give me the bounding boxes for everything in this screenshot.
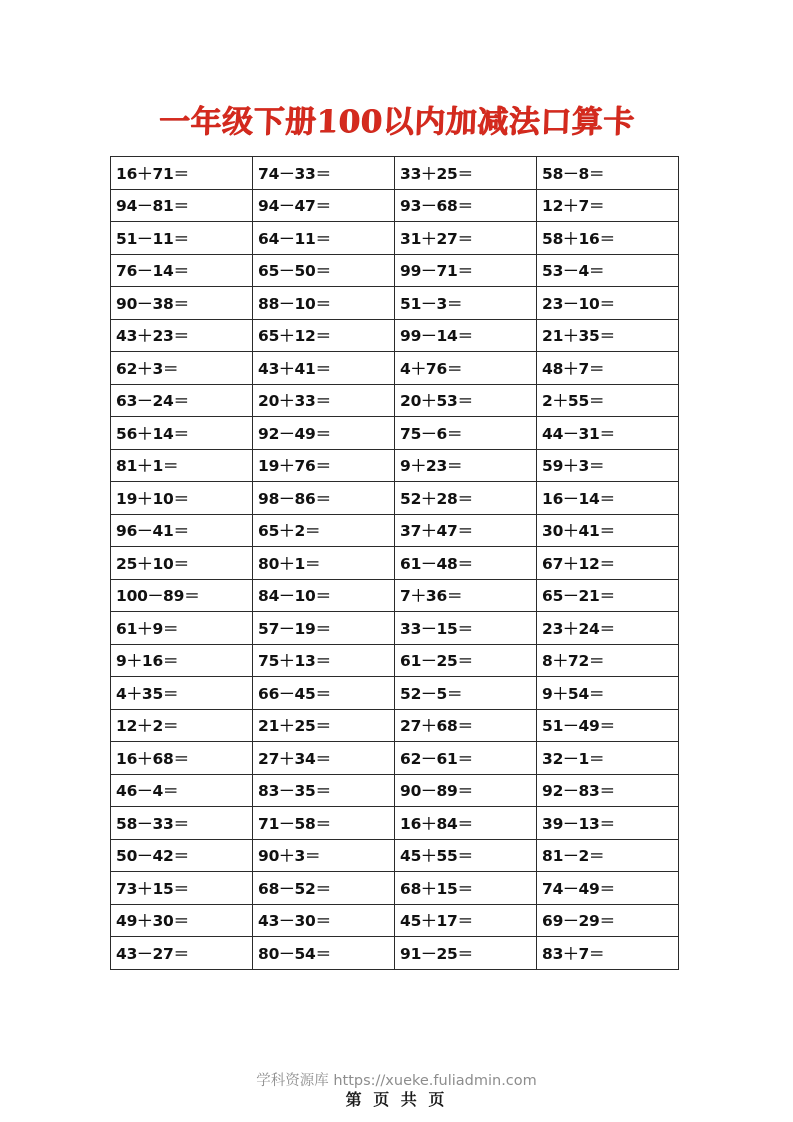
table-row	[111, 384, 679, 417]
problem-cell[interactable]: 30＋41＝	[537, 514, 679, 547]
table-row	[111, 904, 679, 937]
problem-cell[interactable]: 83－35＝	[253, 774, 395, 807]
problem-cell[interactable]: 37＋47＝	[395, 514, 537, 547]
page-title-container	[0, 83, 793, 162]
problem-cell[interactable]: 84－10＝	[253, 579, 395, 612]
problem-cell[interactable]: 51－3＝	[395, 287, 537, 320]
problem-cell[interactable]: 45＋55＝	[395, 839, 537, 872]
problems-table-body	[111, 157, 679, 970]
table-row	[111, 189, 679, 222]
problem-cell[interactable]: 43＋23＝	[111, 319, 253, 352]
problem-cell[interactable]: 21＋25＝	[253, 709, 395, 742]
table-row	[111, 352, 679, 385]
problem-cell[interactable]: 66－45＝	[253, 677, 395, 710]
problem-cell[interactable]: 9＋23＝	[395, 449, 537, 482]
problem-cell[interactable]: 69－29＝	[537, 904, 679, 937]
problem-cell[interactable]: 81＋1＝	[111, 449, 253, 482]
problem-cell[interactable]: 16＋71＝	[111, 157, 253, 190]
problem-cell[interactable]: 31＋27＝	[395, 222, 537, 255]
problem-cell[interactable]: 23－10＝	[537, 287, 679, 320]
table-row	[111, 254, 679, 287]
problem-cell[interactable]: 46－4＝	[111, 774, 253, 807]
problem-cell[interactable]: 67＋12＝	[537, 547, 679, 580]
table-row	[111, 547, 679, 580]
table-row	[111, 482, 679, 515]
table-row	[111, 417, 679, 450]
table-row	[111, 774, 679, 807]
problem-cell[interactable]: 52－5＝	[395, 677, 537, 710]
problems-table-container	[110, 156, 678, 970]
problem-cell[interactable]: 58＋16＝	[537, 222, 679, 255]
problem-cell[interactable]: 68＋15＝	[395, 872, 537, 905]
problem-cell[interactable]: 80＋1＝	[253, 547, 395, 580]
problem-cell[interactable]: 64－11＝	[253, 222, 395, 255]
problem-cell[interactable]: 51－11＝	[111, 222, 253, 255]
problem-cell[interactable]: 4＋76＝	[395, 352, 537, 385]
problems-table	[110, 156, 679, 970]
problem-cell[interactable]: 93－68＝	[395, 189, 537, 222]
problem-cell[interactable]: 12＋7＝	[537, 189, 679, 222]
problem-cell[interactable]: 61＋9＝	[111, 612, 253, 645]
problem-cell[interactable]: 32－1＝	[537, 742, 679, 775]
page-number-footer: 第 页 共 页	[345, 1090, 448, 1109]
problem-cell[interactable]: 57－19＝	[253, 612, 395, 645]
table-row	[111, 612, 679, 645]
problem-cell[interactable]: 16－14＝	[537, 482, 679, 515]
problem-cell[interactable]: 19＋10＝	[111, 482, 253, 515]
problem-cell[interactable]: 91－25＝	[395, 937, 537, 970]
table-row	[111, 807, 679, 840]
problem-cell[interactable]: 7＋36＝	[395, 579, 537, 612]
problem-cell[interactable]: 53－4＝	[537, 254, 679, 287]
problem-cell[interactable]: 9＋16＝	[111, 644, 253, 677]
table-row	[111, 287, 679, 320]
problem-cell[interactable]: 20＋53＝	[395, 384, 537, 417]
problem-cell[interactable]: 43＋41＝	[253, 352, 395, 385]
problem-cell[interactable]: 23＋24＝	[537, 612, 679, 645]
table-row	[111, 742, 679, 775]
problem-cell[interactable]: 62－61＝	[395, 742, 537, 775]
problem-cell[interactable]: 68－52＝	[253, 872, 395, 905]
problem-cell[interactable]: 20＋33＝	[253, 384, 395, 417]
problem-cell[interactable]: 61－25＝	[395, 644, 537, 677]
problem-cell[interactable]: 49＋30＝	[111, 904, 253, 937]
table-row	[111, 157, 679, 190]
problem-cell[interactable]: 61－48＝	[395, 547, 537, 580]
table-row	[111, 579, 679, 612]
problem-cell[interactable]: 43－27＝	[111, 937, 253, 970]
problem-cell[interactable]: 98－86＝	[253, 482, 395, 515]
problem-cell[interactable]: 19＋76＝	[253, 449, 395, 482]
problem-cell[interactable]: 90－89＝	[395, 774, 537, 807]
problem-cell[interactable]: 59＋3＝	[537, 449, 679, 482]
problem-cell[interactable]: 73＋15＝	[111, 872, 253, 905]
problem-cell[interactable]: 33＋25＝	[395, 157, 537, 190]
table-row	[111, 319, 679, 352]
problem-cell[interactable]: 62＋3＝	[111, 352, 253, 385]
problem-cell[interactable]: 51－49＝	[537, 709, 679, 742]
table-row	[111, 937, 679, 970]
problem-cell[interactable]: 96－41＝	[111, 514, 253, 547]
problem-cell[interactable]: 65＋12＝	[253, 319, 395, 352]
problem-cell[interactable]: 2＋55＝	[537, 384, 679, 417]
problem-cell[interactable]: 94－47＝	[253, 189, 395, 222]
problem-cell[interactable]: 27＋34＝	[253, 742, 395, 775]
problem-cell[interactable]: 56＋14＝	[111, 417, 253, 450]
watermark-text: 学科资源库 https://xueke.fuliadmin.com	[256, 1073, 537, 1089]
problem-cell[interactable]: 100－89＝	[111, 579, 253, 612]
problem-cell[interactable]: 52＋28＝	[395, 482, 537, 515]
table-row	[111, 644, 679, 677]
problem-cell[interactable]: 81－2＝	[537, 839, 679, 872]
table-row	[111, 872, 679, 905]
table-row	[111, 222, 679, 255]
problem-cell[interactable]: 74－33＝	[253, 157, 395, 190]
problem-cell[interactable]: 65＋2＝	[253, 514, 395, 547]
problem-cell[interactable]: 88－10＝	[253, 287, 395, 320]
problem-cell[interactable]: 75＋13＝	[253, 644, 395, 677]
table-row	[111, 709, 679, 742]
problem-cell[interactable]: 63－24＝	[111, 384, 253, 417]
table-row	[111, 677, 679, 710]
problem-cell[interactable]: 9＋54＝	[537, 677, 679, 710]
problem-cell[interactable]: 90＋3＝	[253, 839, 395, 872]
problem-cell[interactable]: 71－58＝	[253, 807, 395, 840]
problem-cell[interactable]: 16＋84＝	[395, 807, 537, 840]
problem-cell[interactable]: 44－31＝	[537, 417, 679, 450]
table-row	[111, 839, 679, 872]
problem-cell[interactable]: 21＋35＝	[537, 319, 679, 352]
problem-cell[interactable]: 33－15＝	[395, 612, 537, 645]
problem-cell[interactable]: 45＋17＝	[395, 904, 537, 937]
problem-cell[interactable]: 74－49＝	[537, 872, 679, 905]
table-row	[111, 449, 679, 482]
problem-cell[interactable]: 65－21＝	[537, 579, 679, 612]
table-row	[111, 514, 679, 547]
problem-cell[interactable]: 27＋68＝	[395, 709, 537, 742]
problem-cell[interactable]: 25＋10＝	[111, 547, 253, 580]
problem-cell[interactable]: 12＋2＝	[111, 709, 253, 742]
problem-cell[interactable]: 58－33＝	[111, 807, 253, 840]
problem-cell[interactable]: 39－13＝	[537, 807, 679, 840]
problem-cell[interactable]: 50－42＝	[111, 839, 253, 872]
problem-cell[interactable]: 99－14＝	[395, 319, 537, 352]
problem-cell[interactable]: 90－38＝	[111, 287, 253, 320]
problem-cell[interactable]: 48＋7＝	[537, 352, 679, 385]
problem-cell[interactable]: 83＋7＝	[537, 937, 679, 970]
problem-cell[interactable]: 94－81＝	[111, 189, 253, 222]
problem-cell[interactable]: 92－49＝	[253, 417, 395, 450]
problem-cell[interactable]: 16＋68＝	[111, 742, 253, 775]
problem-cell[interactable]: 99－71＝	[395, 254, 537, 287]
problem-cell[interactable]: 92－83＝	[537, 774, 679, 807]
problem-cell[interactable]: 65－50＝	[253, 254, 395, 287]
problem-cell[interactable]: 4＋35＝	[111, 677, 253, 710]
page-title: 一年级下册100以内加减法口算卡	[158, 103, 636, 140]
problem-cell[interactable]: 43－30＝	[253, 904, 395, 937]
problem-cell[interactable]: 75－6＝	[395, 417, 537, 450]
problem-cell[interactable]: 8＋72＝	[537, 644, 679, 677]
problem-cell[interactable]: 76－14＝	[111, 254, 253, 287]
problem-cell[interactable]: 58－8＝	[537, 157, 679, 190]
problem-cell[interactable]: 80－54＝	[253, 937, 395, 970]
